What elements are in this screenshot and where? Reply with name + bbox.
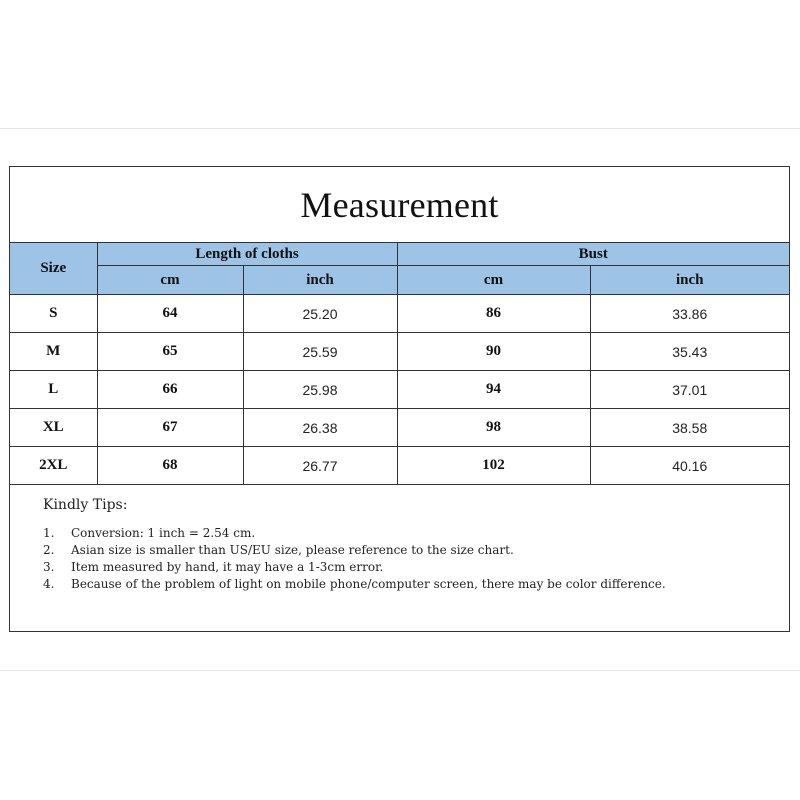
bust-cm-cell: 94 [397,371,590,409]
list-item [43,525,763,542]
table-row [10,409,789,447]
bust-group-header: Bust [397,243,789,266]
length-cm-cell: 64 [97,295,243,333]
list-item [43,542,763,559]
table-row [10,447,789,485]
length-inch-cell: 26.77 [243,447,397,485]
list-item [43,576,763,593]
length-cm-cell: 66 [97,371,243,409]
length-cm-cell: 68 [97,447,243,485]
size-cell: S [10,295,97,333]
bust-inch-cell: 38.58 [590,409,789,447]
tips-title: Kindly Tips: [43,497,128,513]
kindly-tips [43,497,763,593]
size-column-header: Size [10,243,97,295]
bust-cm-header: cm [397,266,590,295]
length-cm-header: cm [97,266,243,295]
length-cm-cell: 65 [97,333,243,371]
tip-number: 1. [43,526,55,540]
table-row [10,371,789,409]
tip-text: Conversion: 1 inch = 2.54 cm. [71,526,256,540]
size-cell: 2XL [10,447,97,485]
tip-number: 2. [43,543,55,557]
length-cm-cell: 67 [97,409,243,447]
tip-text: Asian size is smaller than US/EU size, please reference to the size chart. [71,543,514,557]
size-cell: L [10,371,97,409]
bust-cm-cell: 86 [397,295,590,333]
tips-list [43,525,763,593]
size-cell: M [10,333,97,371]
length-inch-cell: 25.59 [243,333,397,371]
size-chart-card [9,166,790,632]
bust-inch-cell: 35.43 [590,333,789,371]
tip-text: Item measured by hand, it may have a 1-3cm error. [71,560,384,574]
size-cell: XL [10,409,97,447]
length-inch-header: inch [243,266,397,295]
top-divider [0,128,800,129]
length-group-header: Length of cloths [97,243,397,266]
bottom-divider [0,670,800,671]
tip-number: 4. [43,577,55,591]
tip-text: Because of the problem of light on mobile phone/computer screen, there may be color difference. [71,577,666,591]
bust-cm-cell: 102 [397,447,590,485]
bust-inch-header: inch [590,266,789,295]
length-inch-cell: 26.38 [243,409,397,447]
bust-cm-cell: 90 [397,333,590,371]
bust-inch-cell: 40.16 [590,447,789,485]
table-row [10,333,789,371]
size-table [10,242,789,485]
table-row [10,295,789,333]
length-inch-cell: 25.98 [243,371,397,409]
list-item [43,559,763,576]
bust-cm-cell: 98 [397,409,590,447]
length-inch-cell: 25.20 [243,295,397,333]
bust-inch-cell: 37.01 [590,371,789,409]
tip-number: 3. [43,560,55,574]
chart-title: Measurement [300,184,499,225]
bust-inch-cell: 33.86 [590,295,789,333]
